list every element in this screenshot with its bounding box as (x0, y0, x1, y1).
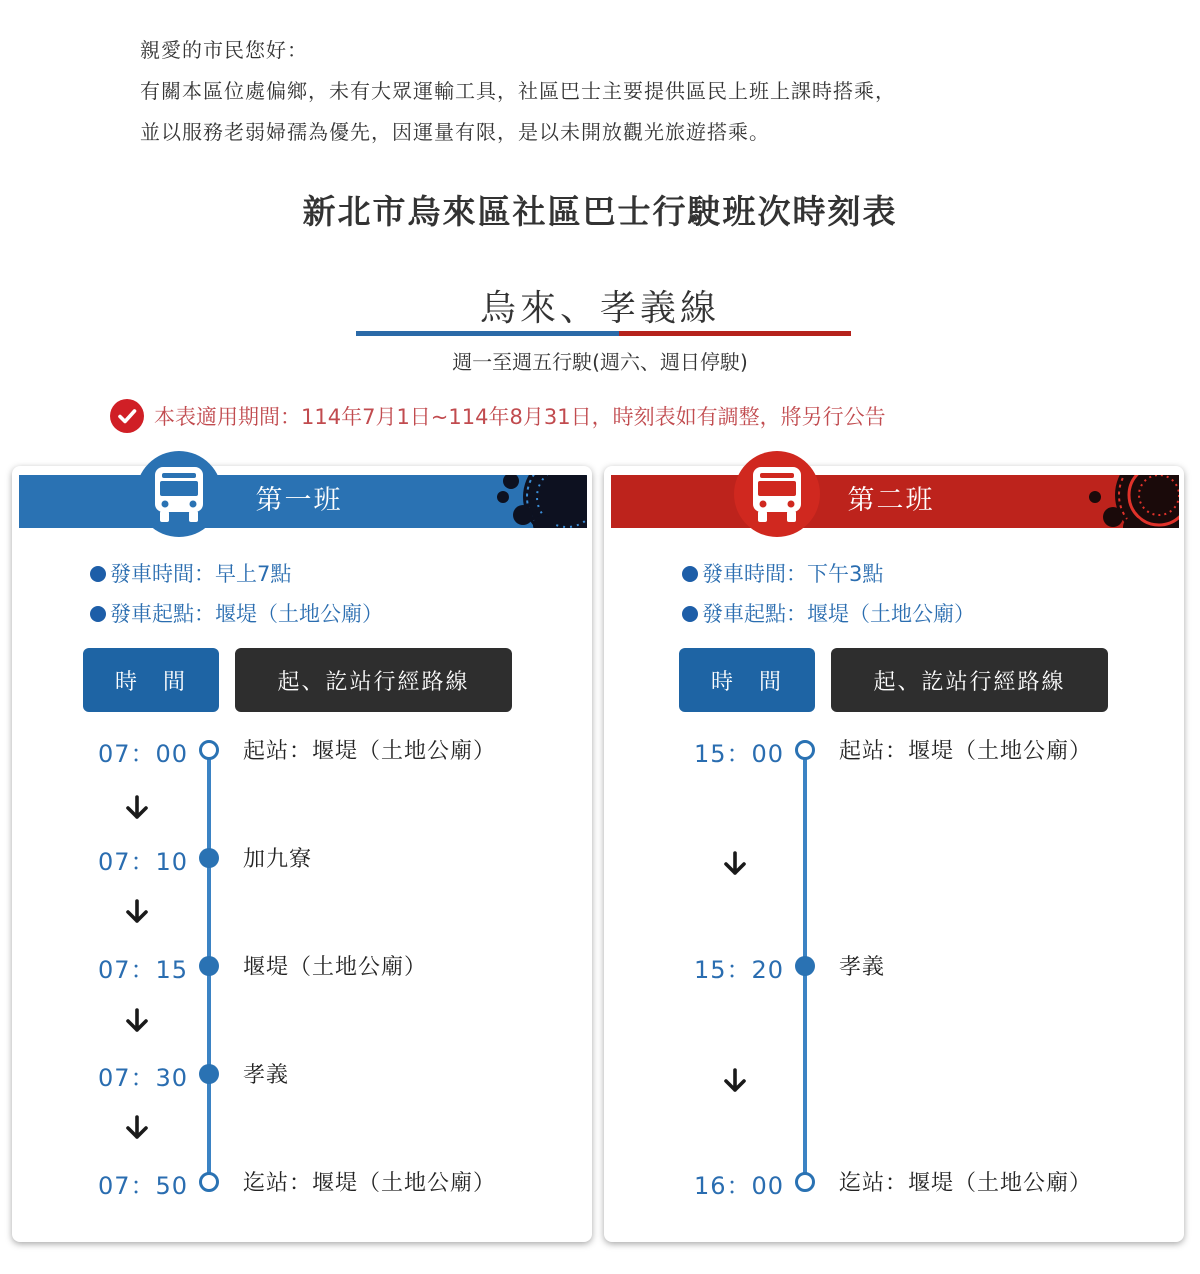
timeline-node (795, 1172, 815, 1192)
shift-card-2 (604, 466, 1184, 1242)
card-title: 第二班 (847, 485, 935, 516)
stop-time: 07：50 (98, 1172, 189, 1200)
route-column-header: 起、訖站行經路線 (235, 648, 512, 712)
stop-time: 15：20 (694, 956, 785, 984)
depart-time: 發車時間：早上7點 (90, 558, 291, 588)
route-underline (356, 331, 851, 336)
route-column-header: 起、訖站行經路線 (831, 648, 1108, 712)
arrow-down-icon (721, 1067, 749, 1095)
intro-line: 有關本區位處偏鄉，未有大眾運輸工具，社區巴士主要提供區民上班上課時搭乘， (140, 79, 896, 103)
timeline-node (199, 848, 219, 868)
stop-name: 孝義 (839, 955, 886, 980)
route-name: 烏來、孝義線 (479, 288, 720, 329)
stop-time: 15：00 (694, 740, 785, 768)
stop-name: 堰堤（土地公廟） (243, 955, 428, 980)
arrow-down-icon (123, 1114, 151, 1142)
intro-text (140, 30, 896, 153)
stop-name: 迄站：堰堤（土地公廟） (839, 1171, 1093, 1196)
stop-time: 07：15 (98, 956, 189, 984)
stop-name: 加九寮 (243, 847, 313, 872)
bus-icon (734, 451, 820, 537)
depart-place: 發車起點：堰堤（土地公廟） (90, 598, 383, 628)
stop-time: 16：00 (694, 1172, 785, 1200)
intro-line: 親愛的市民您好： (140, 38, 308, 62)
timeline-node (795, 956, 815, 976)
timeline-node (199, 740, 219, 760)
stop-time: 07：10 (98, 848, 189, 876)
bus-icon (136, 451, 222, 537)
timeline-node (199, 1064, 219, 1084)
time-column-header: 時 間 (83, 648, 219, 712)
timeline-node (795, 740, 815, 760)
stop-name: 孝義 (243, 1063, 290, 1088)
stop-time: 07：30 (98, 1064, 189, 1092)
stop-time: 07：00 (98, 740, 189, 768)
arrow-down-icon (123, 898, 151, 926)
shift-card-1 (12, 466, 592, 1242)
stop-name: 起站：堰堤（土地公廟） (243, 739, 497, 764)
check-icon (110, 399, 144, 433)
depart-place: 發車起點：堰堤（土地公廟） (682, 598, 975, 628)
notice-text: 本表適用期間：114年7月1日~114年8月31日，時刻表如有調整，將另行公告 (154, 405, 886, 429)
route-days: 週一至週五行駛(週六、週日停駛) (452, 350, 748, 374)
intro-line: 並以服務老弱婦孺為優先，因運量有限，是以未開放觀光旅遊搭乘。 (140, 120, 770, 144)
arrow-down-icon (123, 1007, 151, 1035)
card-title: 第一班 (255, 485, 343, 516)
validity-notice (110, 399, 886, 433)
timeline-node (199, 956, 219, 976)
page-title: 新北市烏來區社區巴士行駛班次時刻表 (302, 192, 898, 231)
stop-name: 迄站：堰堤（土地公廟） (243, 1171, 497, 1196)
arrow-down-icon (123, 794, 151, 822)
stop-name: 起站：堰堤（土地公廟） (839, 739, 1093, 764)
timeline-node (199, 1172, 219, 1192)
depart-time: 發車時間：下午3點 (682, 558, 883, 588)
arrow-down-icon (721, 850, 749, 878)
time-column-header: 時 間 (679, 648, 815, 712)
